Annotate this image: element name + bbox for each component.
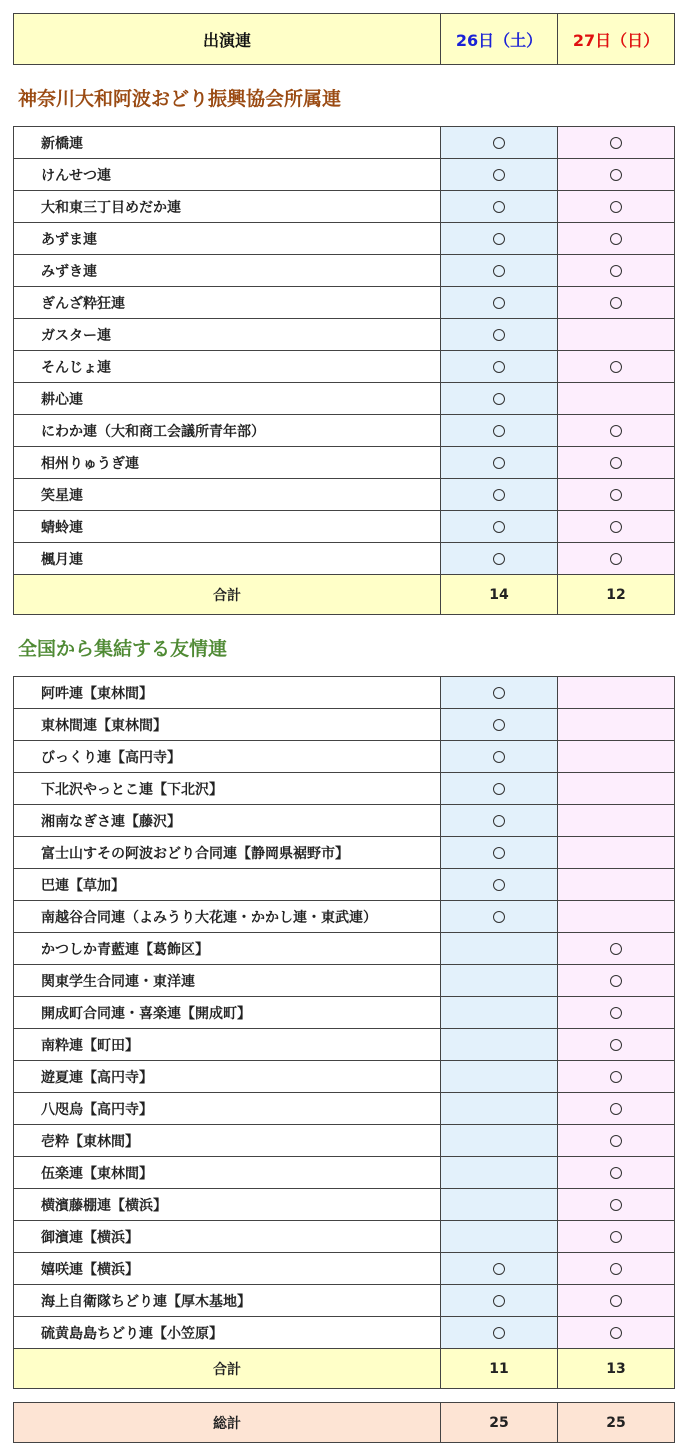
circle-icon bbox=[493, 1295, 505, 1307]
day1-cell bbox=[441, 901, 558, 933]
day2-cell bbox=[558, 479, 675, 511]
performer-name: 嬉咲連【横浜】 bbox=[14, 1253, 441, 1285]
day1-cell bbox=[441, 709, 558, 741]
day1-cell bbox=[441, 1125, 558, 1157]
table-row bbox=[14, 511, 675, 543]
circle-icon bbox=[610, 169, 622, 181]
table-row bbox=[14, 1125, 675, 1157]
day1-cell bbox=[441, 543, 558, 575]
day1-cell bbox=[441, 869, 558, 901]
friendship-subtotal-row bbox=[14, 1349, 675, 1389]
day2-cell bbox=[558, 933, 675, 965]
performer-name: 東林間連【東林間】 bbox=[14, 709, 441, 741]
circle-icon bbox=[610, 1039, 622, 1051]
circle-icon bbox=[610, 489, 622, 501]
section-title-friendship: 全国から集結する友情連 bbox=[18, 638, 228, 660]
performer-name: 海上自衛隊ちどり連【厚木基地】 bbox=[14, 1285, 441, 1317]
day2-cell bbox=[558, 319, 675, 351]
day2-cell bbox=[558, 709, 675, 741]
performer-name: 蜻蛉連 bbox=[14, 511, 441, 543]
table-row bbox=[14, 965, 675, 997]
day2-cell bbox=[558, 1253, 675, 1285]
day2-cell bbox=[558, 997, 675, 1029]
column-header-day2: 27日（日） bbox=[558, 14, 675, 65]
table-row bbox=[14, 415, 675, 447]
day2-cell bbox=[558, 511, 675, 543]
day2-cell bbox=[558, 543, 675, 575]
day1-cell bbox=[441, 255, 558, 287]
circle-icon bbox=[610, 425, 622, 437]
friendship-rows bbox=[14, 677, 675, 1349]
circle-icon bbox=[610, 297, 622, 309]
day1-cell bbox=[441, 773, 558, 805]
day2-cell bbox=[558, 255, 675, 287]
day1-cell bbox=[441, 415, 558, 447]
performer-name: 大和東三丁目めだか連 bbox=[14, 191, 441, 223]
circle-icon bbox=[610, 233, 622, 245]
table-row bbox=[14, 805, 675, 837]
circle-icon bbox=[493, 233, 505, 245]
circle-icon bbox=[610, 1135, 622, 1147]
circle-icon bbox=[493, 911, 505, 923]
circle-icon bbox=[610, 265, 622, 277]
grand-total-day2: 25 bbox=[558, 1403, 675, 1443]
table-row bbox=[14, 933, 675, 965]
day2-cell bbox=[558, 287, 675, 319]
circle-icon bbox=[493, 425, 505, 437]
circle-icon bbox=[493, 847, 505, 859]
day1-cell bbox=[441, 965, 558, 997]
circle-icon bbox=[493, 297, 505, 309]
table-row bbox=[14, 773, 675, 805]
performer-name: 笑星連 bbox=[14, 479, 441, 511]
circle-icon bbox=[493, 879, 505, 891]
day2-cell bbox=[558, 741, 675, 773]
day2-cell bbox=[558, 1157, 675, 1189]
table-row bbox=[14, 1253, 675, 1285]
performer-name: にわか連（大和商工会議所青年部） bbox=[14, 415, 441, 447]
performer-name: かつしか青藍連【葛飾区】 bbox=[14, 933, 441, 965]
day1-cell bbox=[441, 1029, 558, 1061]
day1-cell bbox=[441, 1157, 558, 1189]
day1-cell bbox=[441, 1317, 558, 1349]
day2-cell bbox=[558, 351, 675, 383]
circle-icon bbox=[493, 457, 505, 469]
circle-icon bbox=[610, 1167, 622, 1179]
day2-cell bbox=[558, 415, 675, 447]
table-row bbox=[14, 319, 675, 351]
table-row bbox=[14, 741, 675, 773]
table-row bbox=[14, 1157, 675, 1189]
day1-cell bbox=[441, 1253, 558, 1285]
day1-cell bbox=[441, 837, 558, 869]
performer-name: 巴連【草加】 bbox=[14, 869, 441, 901]
performer-name: そんじょ連 bbox=[14, 351, 441, 383]
circle-icon bbox=[610, 975, 622, 987]
circle-icon bbox=[493, 265, 505, 277]
circle-icon bbox=[493, 169, 505, 181]
day1-cell bbox=[441, 1285, 558, 1317]
table-row bbox=[14, 837, 675, 869]
circle-icon bbox=[493, 393, 505, 405]
circle-icon bbox=[610, 1327, 622, 1339]
day1-cell bbox=[441, 741, 558, 773]
day1-cell bbox=[441, 223, 558, 255]
performer-name: 湘南なぎさ連【藤沢】 bbox=[14, 805, 441, 837]
performer-name: けんせつ連 bbox=[14, 159, 441, 191]
circle-icon bbox=[610, 1071, 622, 1083]
circle-icon bbox=[493, 1263, 505, 1275]
circle-icon bbox=[610, 1231, 622, 1243]
performer-name: あずま連 bbox=[14, 223, 441, 255]
day2-cell bbox=[558, 223, 675, 255]
circle-icon bbox=[610, 201, 622, 213]
table-row bbox=[14, 997, 675, 1029]
performer-name: 新橋連 bbox=[14, 127, 441, 159]
table-row bbox=[14, 255, 675, 287]
circle-icon bbox=[610, 943, 622, 955]
circle-icon bbox=[610, 1295, 622, 1307]
circle-icon bbox=[493, 201, 505, 213]
table-row bbox=[14, 191, 675, 223]
table-row bbox=[14, 901, 675, 933]
performer-name: 下北沢やっとこ連【下北沢】 bbox=[14, 773, 441, 805]
day1-cell bbox=[441, 447, 558, 479]
day1-cell bbox=[441, 1221, 558, 1253]
day1-cell bbox=[441, 159, 558, 191]
table-row bbox=[14, 127, 675, 159]
circle-icon bbox=[493, 361, 505, 373]
table-row bbox=[14, 1317, 675, 1349]
circle-icon bbox=[493, 687, 505, 699]
association-subtotal-row bbox=[14, 575, 675, 615]
day2-cell bbox=[558, 1317, 675, 1349]
day1-cell bbox=[441, 383, 558, 415]
table-row bbox=[14, 1285, 675, 1317]
column-header-performer: 出演連 bbox=[14, 14, 441, 65]
circle-icon bbox=[610, 553, 622, 565]
header-row bbox=[14, 14, 675, 65]
performer-name: 伍楽連【東林間】 bbox=[14, 1157, 441, 1189]
day2-cell bbox=[558, 383, 675, 415]
performer-name: 御濱連【横浜】 bbox=[14, 1221, 441, 1253]
header-table bbox=[13, 13, 675, 65]
circle-icon bbox=[493, 553, 505, 565]
day2-cell bbox=[558, 1093, 675, 1125]
circle-icon bbox=[610, 1199, 622, 1211]
performer-name: 相州りゅうぎ連 bbox=[14, 447, 441, 479]
circle-icon bbox=[493, 783, 505, 795]
day2-cell bbox=[558, 1189, 675, 1221]
day1-cell bbox=[441, 127, 558, 159]
day1-cell bbox=[441, 511, 558, 543]
day2-cell bbox=[558, 805, 675, 837]
subtotal-day2: 12 bbox=[558, 575, 675, 615]
day1-cell bbox=[441, 805, 558, 837]
performer-name: 壱粋【東林間】 bbox=[14, 1125, 441, 1157]
performer-name: 富士山すその阿波おどり合同連【静岡県裾野市】 bbox=[14, 837, 441, 869]
circle-icon bbox=[493, 1327, 505, 1339]
performer-name: ぎんざ粋狂連 bbox=[14, 287, 441, 319]
circle-icon bbox=[610, 1007, 622, 1019]
day2-cell bbox=[558, 127, 675, 159]
circle-icon bbox=[610, 1263, 622, 1275]
day1-cell bbox=[441, 933, 558, 965]
day2-cell bbox=[558, 773, 675, 805]
table-row bbox=[14, 677, 675, 709]
day1-cell bbox=[441, 191, 558, 223]
subtotal-label: 合計 bbox=[14, 1349, 441, 1389]
performer-name: みずき連 bbox=[14, 255, 441, 287]
table-row bbox=[14, 1093, 675, 1125]
performer-name: 横濱藤棚連【横浜】 bbox=[14, 1189, 441, 1221]
day1-cell bbox=[441, 479, 558, 511]
performer-name: 阿吽連【東林間】 bbox=[14, 677, 441, 709]
table-row bbox=[14, 479, 675, 511]
day2-cell bbox=[558, 965, 675, 997]
day2-cell bbox=[558, 191, 675, 223]
circle-icon bbox=[493, 137, 505, 149]
performer-name: 耕心連 bbox=[14, 383, 441, 415]
table-row bbox=[14, 1221, 675, 1253]
day1-cell bbox=[441, 351, 558, 383]
day2-cell bbox=[558, 1061, 675, 1093]
day2-cell bbox=[558, 901, 675, 933]
day1-cell bbox=[441, 287, 558, 319]
table-row bbox=[14, 223, 675, 255]
day1-cell bbox=[441, 319, 558, 351]
table-row bbox=[14, 351, 675, 383]
day2-cell bbox=[558, 159, 675, 191]
table-row bbox=[14, 869, 675, 901]
performer-name: 硫黄島島ちどり連【小笠原】 bbox=[14, 1317, 441, 1349]
circle-icon bbox=[610, 137, 622, 149]
performer-name: 開成町合同連・喜楽連【開成町】 bbox=[14, 997, 441, 1029]
subtotal-day1: 14 bbox=[441, 575, 558, 615]
circle-icon bbox=[610, 457, 622, 469]
table-row bbox=[14, 709, 675, 741]
table-row bbox=[14, 1189, 675, 1221]
table-row bbox=[14, 383, 675, 415]
day1-cell bbox=[441, 1061, 558, 1093]
grand-total-table bbox=[13, 1402, 675, 1443]
circle-icon bbox=[493, 815, 505, 827]
performer-name: 南越谷合同連（よみうり大花連・かかし連・東武連） bbox=[14, 901, 441, 933]
day1-cell bbox=[441, 1189, 558, 1221]
subtotal-day1: 11 bbox=[441, 1349, 558, 1389]
subtotal-label: 合計 bbox=[14, 575, 441, 615]
grand-total-label: 総計 bbox=[14, 1403, 441, 1443]
performer-name: 八咫烏【高円寺】 bbox=[14, 1093, 441, 1125]
performer-name: 楓月連 bbox=[14, 543, 441, 575]
friendship-table bbox=[13, 676, 675, 1389]
table-row bbox=[14, 1029, 675, 1061]
circle-icon bbox=[610, 361, 622, 373]
circle-icon bbox=[493, 489, 505, 501]
day2-cell bbox=[558, 1125, 675, 1157]
performer-name: ガスター連 bbox=[14, 319, 441, 351]
subtotal-day2: 13 bbox=[558, 1349, 675, 1389]
table-row bbox=[14, 1061, 675, 1093]
day1-cell bbox=[441, 677, 558, 709]
day1-cell bbox=[441, 1093, 558, 1125]
day2-cell bbox=[558, 1221, 675, 1253]
day2-cell bbox=[558, 869, 675, 901]
association-rows bbox=[14, 127, 675, 575]
grand-total-day1: 25 bbox=[441, 1403, 558, 1443]
day2-cell bbox=[558, 837, 675, 869]
association-table bbox=[13, 126, 675, 615]
performer-name: 関東学生合同連・東洋連 bbox=[14, 965, 441, 997]
day2-cell bbox=[558, 1029, 675, 1061]
performer-name: びっくり連【高円寺】 bbox=[14, 741, 441, 773]
section-title-association: 神奈川大和阿波おどり振興協会所属連 bbox=[18, 88, 342, 110]
day2-cell bbox=[558, 1285, 675, 1317]
circle-icon bbox=[610, 1103, 622, 1115]
circle-icon bbox=[493, 329, 505, 341]
circle-icon bbox=[493, 521, 505, 533]
day2-cell bbox=[558, 447, 675, 479]
circle-icon bbox=[493, 719, 505, 731]
performer-name: 遊夏連【高円寺】 bbox=[14, 1061, 441, 1093]
table-row bbox=[14, 543, 675, 575]
performer-name: 南粋連【町田】 bbox=[14, 1029, 441, 1061]
column-header-day1: 26日（土） bbox=[441, 14, 558, 65]
table-row bbox=[14, 159, 675, 191]
grand-total-row bbox=[14, 1403, 675, 1443]
day1-cell bbox=[441, 997, 558, 1029]
day2-cell bbox=[558, 677, 675, 709]
table-row bbox=[14, 447, 675, 479]
table-row bbox=[14, 287, 675, 319]
circle-icon bbox=[493, 751, 505, 763]
circle-icon bbox=[610, 521, 622, 533]
